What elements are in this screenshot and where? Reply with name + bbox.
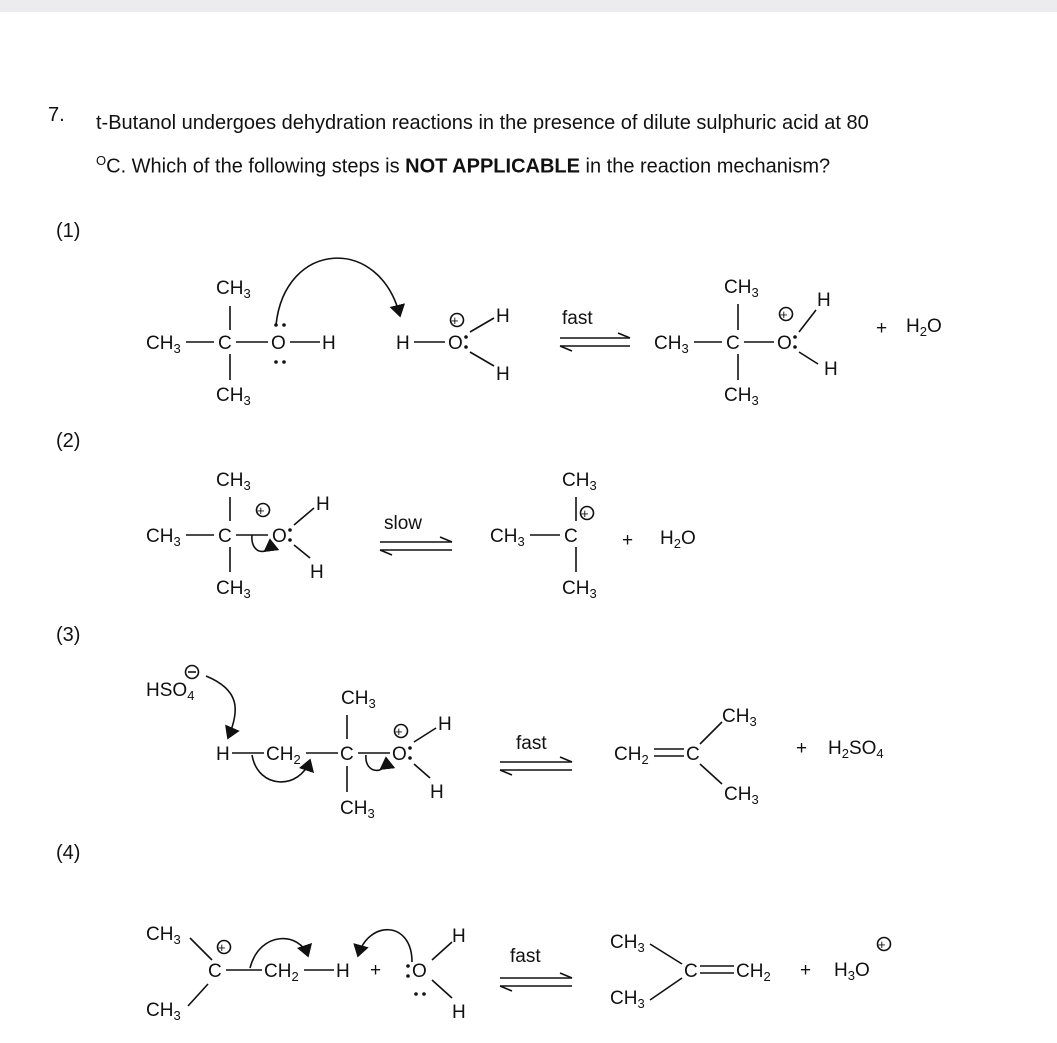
svg-text:C: C: [686, 744, 700, 765]
svg-text:C: C: [726, 333, 740, 354]
svg-text:CH3: $CH_3$: [490, 526, 525, 549]
svg-text:+: +: [796, 738, 808, 759]
svg-text:H2SO4: $H_2SO_4$: [828, 738, 884, 761]
svg-text:CH3: $CH_3$: [216, 278, 251, 301]
svg-text:CH2: $CH_2$: [614, 744, 649, 767]
svg-text:CH3: $CH_3$: [654, 333, 689, 356]
svg-text:C: C: [684, 961, 698, 982]
question-text-part3: in the reaction mechanism?: [579, 155, 831, 178]
svg-text:+: +: [451, 313, 459, 328]
svg-text:C: C: [218, 333, 232, 354]
question-text-part1: t-Butanol undergoes dehydration reactions in the presence of dilute sulphuric acid at 80: [96, 112, 869, 134]
option-3-arrow-label: fast: [516, 733, 547, 754]
svg-text:CH3: $CH_3$: [216, 470, 251, 493]
option-1-scheme: [146, 258, 942, 408]
svg-text:+: +: [622, 530, 634, 551]
svg-text:O: O: [448, 333, 463, 354]
svg-text:CH3: $CH_3$: [724, 277, 759, 300]
svg-text:H: H: [322, 333, 336, 354]
svg-text:C: C: [208, 961, 222, 982]
svg-text:H: H: [452, 926, 466, 947]
svg-text:CH3: $CH_3$: [724, 385, 759, 408]
svg-text:+: +: [581, 506, 589, 521]
svg-text:H2O: $H_2O$: [906, 316, 942, 339]
option-1-label[interactable]: (1): [56, 220, 81, 242]
svg-text:H: H: [216, 744, 230, 765]
degree-symbol: O: [96, 153, 107, 168]
svg-text:O: O: [392, 744, 407, 765]
svg-text:CH2: $CH_2$: [736, 961, 771, 984]
svg-text:+: +: [780, 307, 788, 322]
svg-text:H: H: [452, 1002, 466, 1023]
svg-text:C: C: [218, 526, 232, 547]
svg-text:C: C: [340, 744, 354, 765]
option-2-arrow-label: slow: [384, 513, 423, 534]
svg-text:+: +: [218, 940, 226, 955]
svg-text:H: H: [438, 714, 452, 735]
option-4-label[interactable]: (4): [56, 842, 81, 864]
svg-text:CH3: $CH_3$: [724, 784, 759, 807]
svg-text:H: H: [496, 364, 510, 385]
svg-text:H: H: [496, 306, 510, 327]
option-4-arrow-label: fast: [510, 946, 541, 967]
svg-text:HSO4: $HSO_4$: [146, 680, 195, 703]
svg-text:CH2: $CH_2$: [264, 961, 299, 984]
svg-text:H: H: [817, 290, 831, 311]
question-emphasis: NOT APPLICABLE: [405, 155, 580, 178]
svg-text:H: H: [310, 562, 324, 583]
option-2-label[interactable]: (2): [56, 430, 81, 452]
svg-text:CH3: $CH_3$: [216, 578, 251, 601]
svg-text:H: H: [430, 782, 444, 803]
svg-text:CH2: $CH_2$: [266, 744, 301, 767]
svg-text:CH3: $CH_3$: [146, 924, 181, 947]
svg-text:+: +: [800, 960, 812, 981]
option-4-scheme: [146, 924, 891, 1023]
svg-text:CH3: $CH_3$: [562, 578, 597, 601]
svg-text:C: C: [564, 526, 578, 547]
svg-text:CH3: $CH_3$: [610, 988, 645, 1011]
svg-text:H: H: [336, 961, 350, 982]
svg-text:CH3: $CH_3$: [216, 385, 251, 408]
option-2-scheme: [146, 470, 696, 601]
svg-text:+: +: [395, 724, 403, 739]
svg-text:+: +: [876, 318, 888, 339]
svg-text:CH3: $CH_3$: [146, 1000, 181, 1023]
svg-text:O: O: [271, 333, 286, 354]
svg-text:+: +: [878, 937, 886, 952]
svg-text:+: +: [257, 503, 265, 518]
svg-text:O: O: [272, 526, 287, 547]
svg-text:H: H: [824, 359, 838, 380]
svg-text:CH3: $CH_3$: [610, 932, 645, 955]
svg-text:H2O: $H_2O$: [660, 528, 696, 551]
svg-text:CH3: $CH_3$: [341, 688, 376, 711]
svg-text:O: O: [412, 961, 427, 982]
svg-text:CH3: $CH_3$: [722, 706, 757, 729]
option-3-label[interactable]: (3): [56, 624, 81, 646]
question-text-part2: C. Which of the following steps is: [106, 155, 406, 178]
question-number: 7.: [48, 104, 65, 126]
svg-text:CH3: $CH_3$: [146, 333, 181, 356]
svg-text:O: O: [777, 333, 792, 354]
svg-text:H3O: $H_3O$: [834, 960, 870, 983]
svg-text:+: +: [370, 960, 382, 981]
svg-text:H: H: [396, 333, 410, 354]
svg-text:CH3: $CH_3$: [146, 526, 181, 549]
option-3-scheme: [146, 666, 884, 822]
svg-text:CH3: $CH_3$: [562, 470, 597, 493]
svg-text:CH3: $CH_3$: [340, 798, 375, 821]
svg-text:H: H: [316, 494, 330, 515]
option-1-arrow-label: fast: [562, 308, 593, 329]
